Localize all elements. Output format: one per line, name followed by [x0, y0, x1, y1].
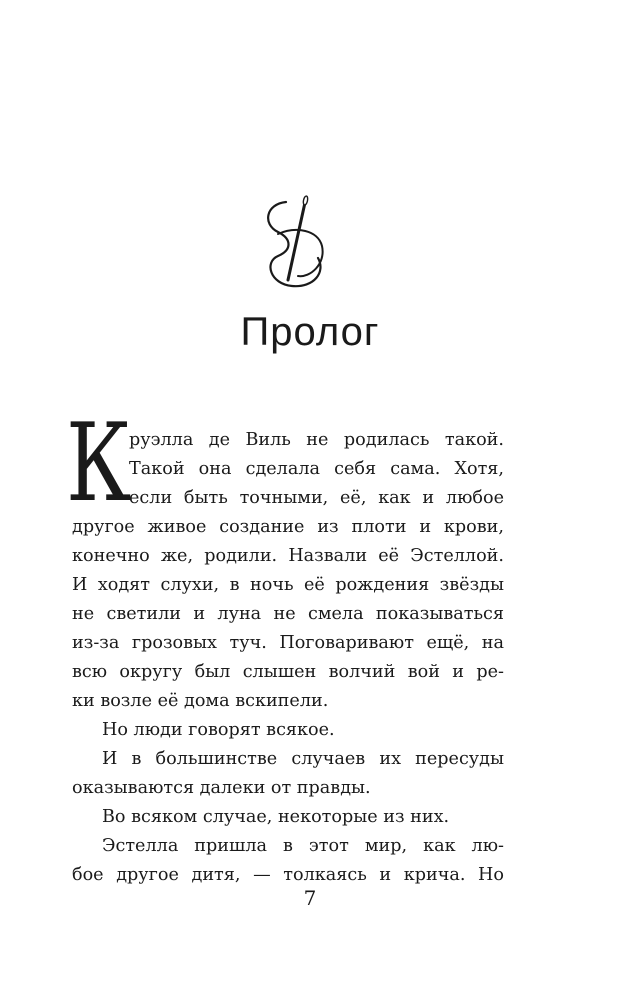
text-line: бое другое дитя, — толкаясь и крича. Но: [72, 865, 504, 885]
text-line: другое живое создание из плоти и крови,: [72, 517, 504, 537]
text-line: И ходят слухи, в ночь её рождения звёзды: [72, 575, 504, 595]
paragraph: Но люди говорят всякое.: [102, 720, 335, 740]
drop-cap: К: [66, 401, 132, 526]
text-line: руэлла де Виль не родилась такой.: [129, 430, 504, 450]
text-line: конечно же, родили. Назвали её Эстеллой.: [72, 546, 504, 566]
text-line: Такой она сделала себя сама. Хотя,: [129, 459, 504, 479]
chapter-text: [72, 426, 504, 890]
page-number: 7: [303, 886, 317, 910]
text-line: ки возле её дома вскипели.: [72, 691, 329, 711]
text-line: из-за грозовых туч. Поговаривают ещё, на: [72, 633, 504, 653]
paragraph: И в большинстве случаев их пересуды: [102, 749, 504, 769]
text-line: оказываются далеки от правды.: [72, 778, 371, 798]
text-line: всю округу был слышен волчий вой и ре-: [72, 662, 504, 682]
paragraph: Во всяком случае, некоторые из них.: [102, 807, 450, 827]
text-line: не светили и луна не смела показываться: [72, 604, 504, 624]
chapter-title: Пролог: [240, 310, 380, 354]
paragraph: Эстелла пришла в этот мир, как лю-: [102, 836, 504, 856]
text-line: если быть точными, её, как и любое: [129, 488, 504, 508]
needle-thread-icon: [248, 190, 368, 295]
